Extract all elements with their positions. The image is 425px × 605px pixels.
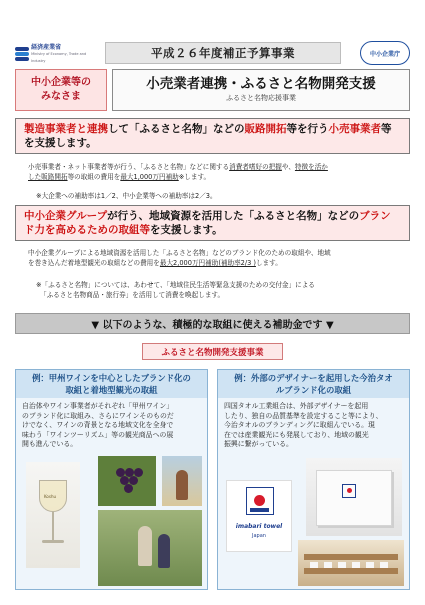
- section-2-heading: 中小企業グループが行う、地域資源を活用した「ふるさと名物」などのブランド力を高めるための取組等を支援します。: [15, 205, 410, 241]
- program-tag: ふるさと名物開発支援事業: [142, 343, 283, 360]
- section-1-note: ※大企業への補助率は1／2、中小企業等への補助率は2／3。: [36, 192, 217, 200]
- section-1-emphasis-1: 製造事業者と連携: [24, 123, 108, 135]
- towel-shop-photo: [298, 540, 404, 586]
- section-2-body: 中小企業グループによる地域資源を活用した「ふるさと名物」などのブランド化のための取組や、地域 を巻き込んだ着地型観光の取組などの費用を最大2,000万円補助(補助率2/3 )します。: [28, 249, 331, 267]
- audience-line-2: みなさま: [41, 91, 81, 102]
- program-title: 平成２６年度補正予算事業: [105, 42, 341, 64]
- subsidy-banner: ▼ 以下のような、積極的な取組に使える補助金です ▼: [15, 313, 410, 334]
- audience-box: [15, 69, 107, 111]
- example-card-wine-body: 自治体やワイン事業者がそれぞれ「甲州ワイン」 のブランド化に取組み、さらにワインそのものだ けでなく、ワインの背景となる地域文化を全身で 味わう「ワインツーリズム」等の観光商品への展 開も進んでいる。: [22, 402, 174, 449]
- wine-tour-photo: [98, 510, 202, 586]
- towel-product-photo: [306, 458, 402, 536]
- section-1-emphasis-3: 小売事業者: [328, 123, 381, 135]
- imabari-logo-icon: [246, 487, 274, 515]
- imabari-towel-logo: imabari towel Japan: [226, 480, 292, 552]
- meti-logo-subtext: Ministry of Economy, Trade and Industry: [31, 51, 87, 63]
- section-2-emphasis-1: 中小企業グループ: [24, 210, 108, 222]
- example-card-towel-header: 例：外部のデザイナーを起用した今治タオ ルブランド化の取組: [218, 370, 409, 398]
- example-card-wine-header: 例：甲州ワインを中心としたブランド化の 取組と着地型観光の取組: [16, 370, 207, 398]
- headline-title: 小売業者連携・ふるさと名物開発支援: [146, 76, 376, 92]
- section-1-subsidy-amount: 最大1,000万円補助: [120, 173, 179, 181]
- example-card-towel: [217, 369, 410, 590]
- section-2-subsidy-amount: 最大2,000万円補助(補助率2/3 ): [159, 259, 256, 267]
- example-card-towel-body: 四国タオル工業組合は、外部デザイナーを起用 したり、独自の品質基準を設定すること等により、 今治タオルのブランディングに取組んでいる。現 在では産業観光にも発展しており、地域の観光 振興に繋がっている。: [224, 402, 383, 449]
- wine-glass-photo: [26, 462, 80, 568]
- meti-logo: [15, 43, 97, 63]
- meti-logo-icon: [15, 47, 28, 61]
- example-card-wine: [15, 369, 208, 590]
- headline-subtitle: ふるさと名物応援事業: [226, 94, 296, 102]
- section-1-emphasis-2: 販路開拓: [244, 123, 287, 135]
- section-1-heading: 製造事業者と連携して「ふるさと名物」などの販路開拓等を行う小売事業者等を支援します。: [15, 118, 410, 154]
- meti-logo-text: 経済産業省: [31, 43, 62, 51]
- wine-glass-label: Koshu: [44, 494, 57, 499]
- headline-box: [112, 69, 410, 111]
- section-1-body: 小売事業者・ネット事業者等が行う、「ふるさと名物」などに関する消費者嗜好の把握や、特徴を活か した販路開拓等の取組の費用を最大1,000万円補助※します。: [28, 163, 328, 181]
- audience-line-1: 中小企業等の: [31, 77, 91, 88]
- vineyard-photo: [162, 456, 202, 506]
- section-2-emphasis-2: ブランド力を高めるための取組等: [24, 210, 391, 236]
- section-2-note: ※「ふるさと名物」については、あわせて、「地域住民生活等緊急支援のための交付金」による 「ふるさと名物商品・旅行券」を活用して消費を喚起します。: [36, 281, 315, 299]
- sme-agency-logo-text: 中小企業庁: [369, 50, 400, 58]
- sme-agency-logo: [360, 41, 410, 65]
- grapes-photo: [98, 456, 156, 506]
